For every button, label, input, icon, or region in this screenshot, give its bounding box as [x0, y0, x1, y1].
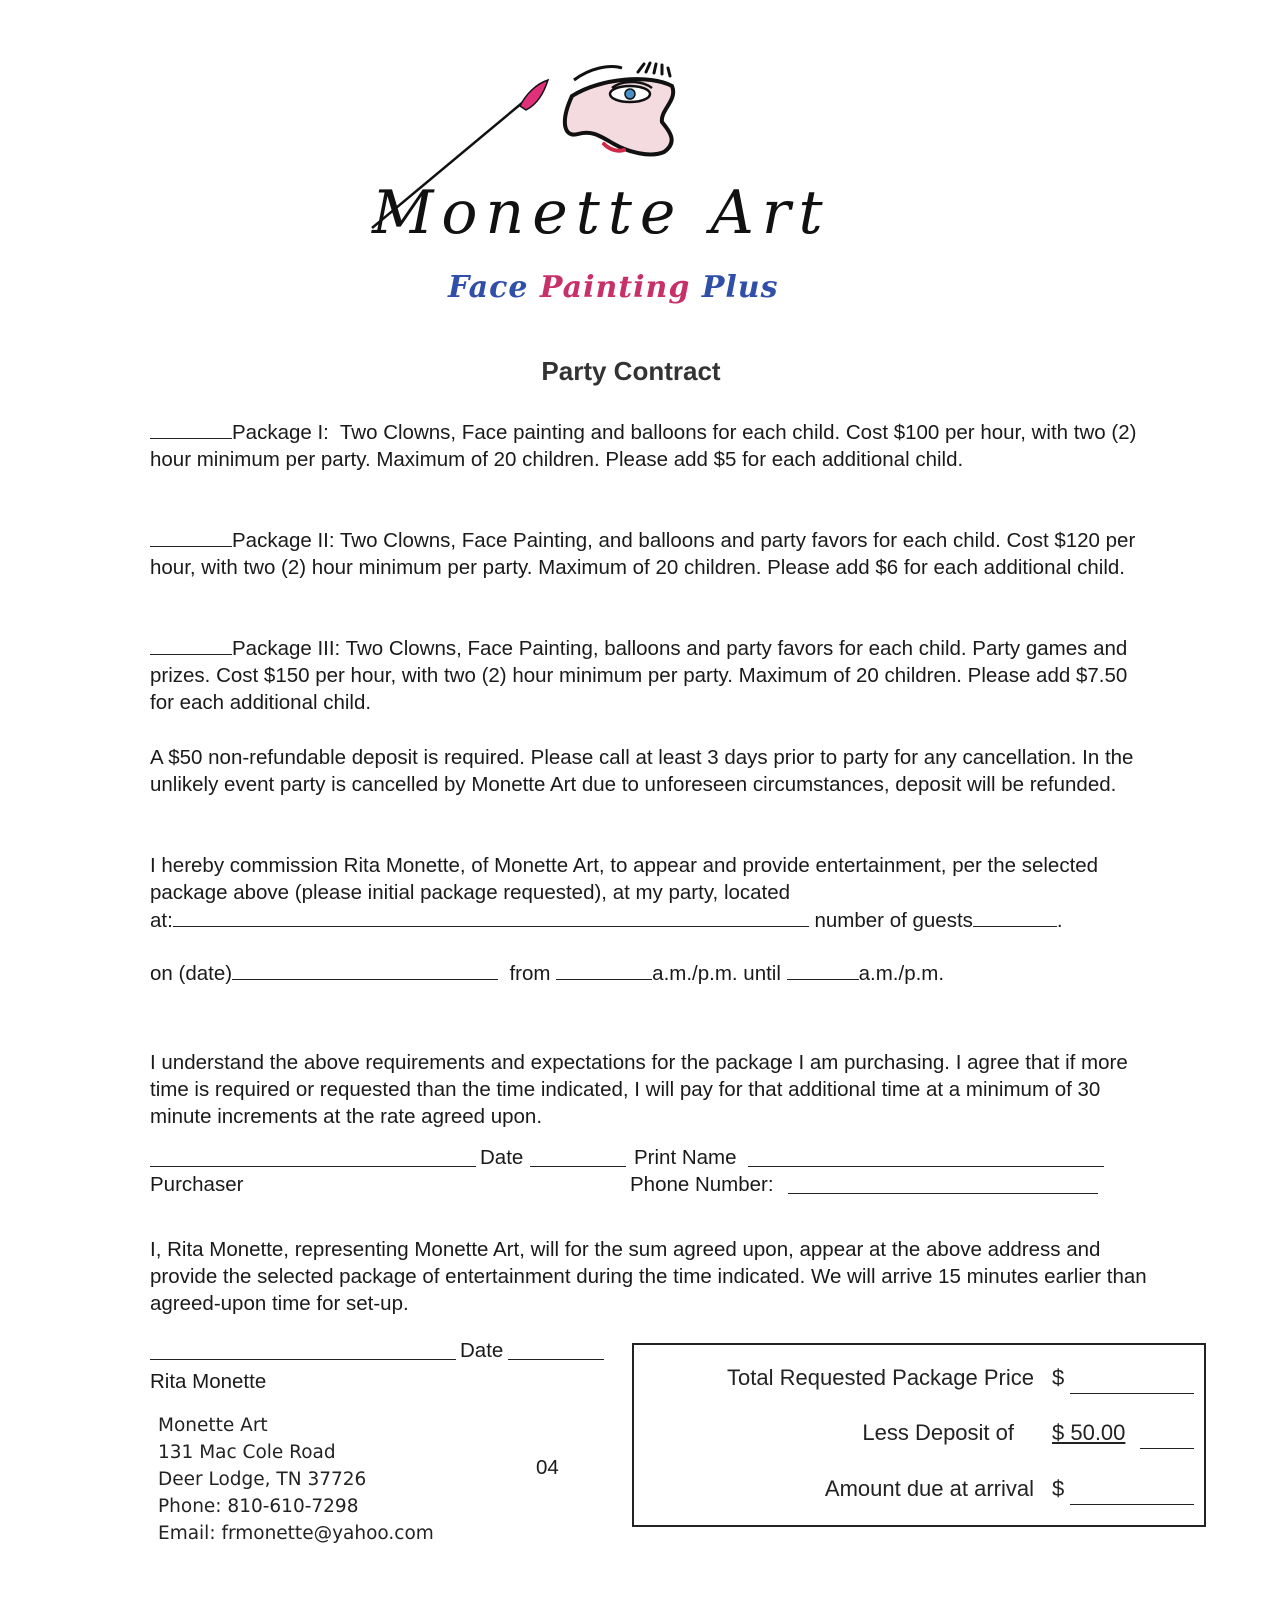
- location-label: at:: [150, 909, 173, 932]
- amount-due-label: Amount due at arrival: [824, 1476, 1034, 1501]
- total-price-label: Total Requested Package Price: [727, 1365, 1034, 1390]
- guests-line[interactable]: [973, 908, 1057, 927]
- address-phone: Phone: 810-610-7298: [158, 1496, 359, 1517]
- location-line[interactable]: [173, 908, 809, 927]
- tagline-word-painting: Painting: [539, 270, 691, 305]
- stray-text: 04: [536, 1456, 559, 1479]
- brand-name: Monette Art: [372, 178, 831, 248]
- from-label: from: [509, 962, 551, 985]
- start-time-line[interactable]: [556, 961, 652, 980]
- date-time-row: [150, 961, 944, 986]
- amount-due-line[interactable]: [1070, 1504, 1194, 1505]
- end-time-line[interactable]: [787, 961, 859, 980]
- package-2: [150, 527, 1150, 581]
- package-3: [150, 635, 1150, 716]
- total-price-line[interactable]: [1070, 1393, 1194, 1394]
- total-currency: $: [1052, 1365, 1065, 1390]
- address-block: [150, 1408, 540, 1558]
- deposit-value: $ 50.00: [1052, 1420, 1126, 1445]
- package-3-initial-line[interactable]: [150, 636, 232, 655]
- face-mask-icon: [565, 63, 673, 154]
- purchaser-date-line[interactable]: [530, 1166, 626, 1167]
- location-row: [150, 908, 1063, 933]
- phone-number-label: Phone Number:: [630, 1173, 774, 1196]
- package-1-label: Package I:: [232, 421, 329, 444]
- agreement-text: I understand the above requirements and expectations for the package I am purchasing. I agree that if more time is required or requested than the time indicated, I will pay for that additional time at a minimum of 30 minute increments at the rate agreed upon.: [150, 1051, 1128, 1128]
- package-1-text: Two Clowns, Face painting and balloons for each child. Cost $100 per hour, with two (2) hour minimum per party. Maximum of 20 children. Please add $5 for each additional child.: [150, 421, 1137, 471]
- package-1-initial-line[interactable]: [150, 420, 232, 439]
- tagline-word-face: Face: [448, 270, 529, 305]
- package-2-initial-line[interactable]: [150, 528, 232, 547]
- deposit-line: [1140, 1448, 1194, 1449]
- artist-date-label: Date: [460, 1339, 504, 1362]
- representation-text: I, Rita Monette, representing Monette Art, will for the sum agreed upon, appear at the above address and provide the selected package of entertainment during the time indicated. We will arrive 15 minutes earlier than agreed-upon time for set-up.: [150, 1238, 1147, 1315]
- date-label: on (date): [150, 962, 233, 985]
- package-3-label: Package III:: [232, 637, 341, 660]
- address-street: 131 Mac Cole Road: [158, 1442, 336, 1463]
- print-name-line[interactable]: [748, 1166, 1104, 1167]
- print-name-label: Print Name: [634, 1146, 737, 1169]
- address-email: Email: frmonette@yahoo.com: [158, 1523, 434, 1544]
- deposit-policy: A $50 non-refundable deposit is required. Please call at least 3 days prior to party for any cancellation. In the unlikely event party is cancelled by Monette Art due to unforeseen circumstances, deposit will be refunded.: [150, 746, 1134, 796]
- page-title: Party Contract: [541, 356, 721, 386]
- price-summary-box: [632, 1343, 1206, 1527]
- address-city: Deer Lodge, TN 37726: [158, 1469, 367, 1490]
- package-1: [150, 419, 1150, 473]
- artist-name: Rita Monette: [150, 1370, 267, 1393]
- tagline-word-plus: Plus: [701, 270, 779, 305]
- artist-date-line[interactable]: [508, 1359, 604, 1360]
- end-ampm-label: a.m./p.m.: [858, 962, 945, 985]
- artist-signature-line[interactable]: [150, 1359, 456, 1360]
- guests-label: number of guests: [814, 909, 973, 932]
- package-2-text: Two Clowns, Face Painting, and balloons and party favors for each child. Cost $120 per hour, with two (2) hour minimum per party. Maximum of 20 children. Please add $6 for each additional child.: [150, 529, 1136, 579]
- purchaser-date-label: Date: [480, 1146, 524, 1169]
- commission-text: I hereby commission Rita Monette, of Monette Art, to appear and provide entertainment, per the selected package above (please initial package requested), at my party, located: [150, 854, 1099, 904]
- purchaser-role-label: Purchaser: [150, 1173, 244, 1196]
- party-date-line[interactable]: [232, 961, 498, 980]
- purchaser-signature-line[interactable]: [150, 1166, 476, 1167]
- period: .: [1056, 909, 1063, 932]
- deposit-label: Less Deposit of: [862, 1420, 1014, 1445]
- address-company: Monette Art: [158, 1415, 268, 1436]
- due-currency: $: [1052, 1476, 1065, 1501]
- package-2-label: Package II:: [232, 529, 335, 552]
- tagline: [448, 270, 778, 305]
- package-3-text: Two Clowns, Face Painting, balloons and party favors for each child. Party games and prizes. Cost $150 per hour, with two (2) hour minimum per party. Maximum of 20 children. Please add $7.50 for each additional child.: [150, 637, 1128, 714]
- phone-number-line[interactable]: [788, 1193, 1098, 1194]
- start-ampm-label: a.m./p.m. until: [652, 962, 781, 985]
